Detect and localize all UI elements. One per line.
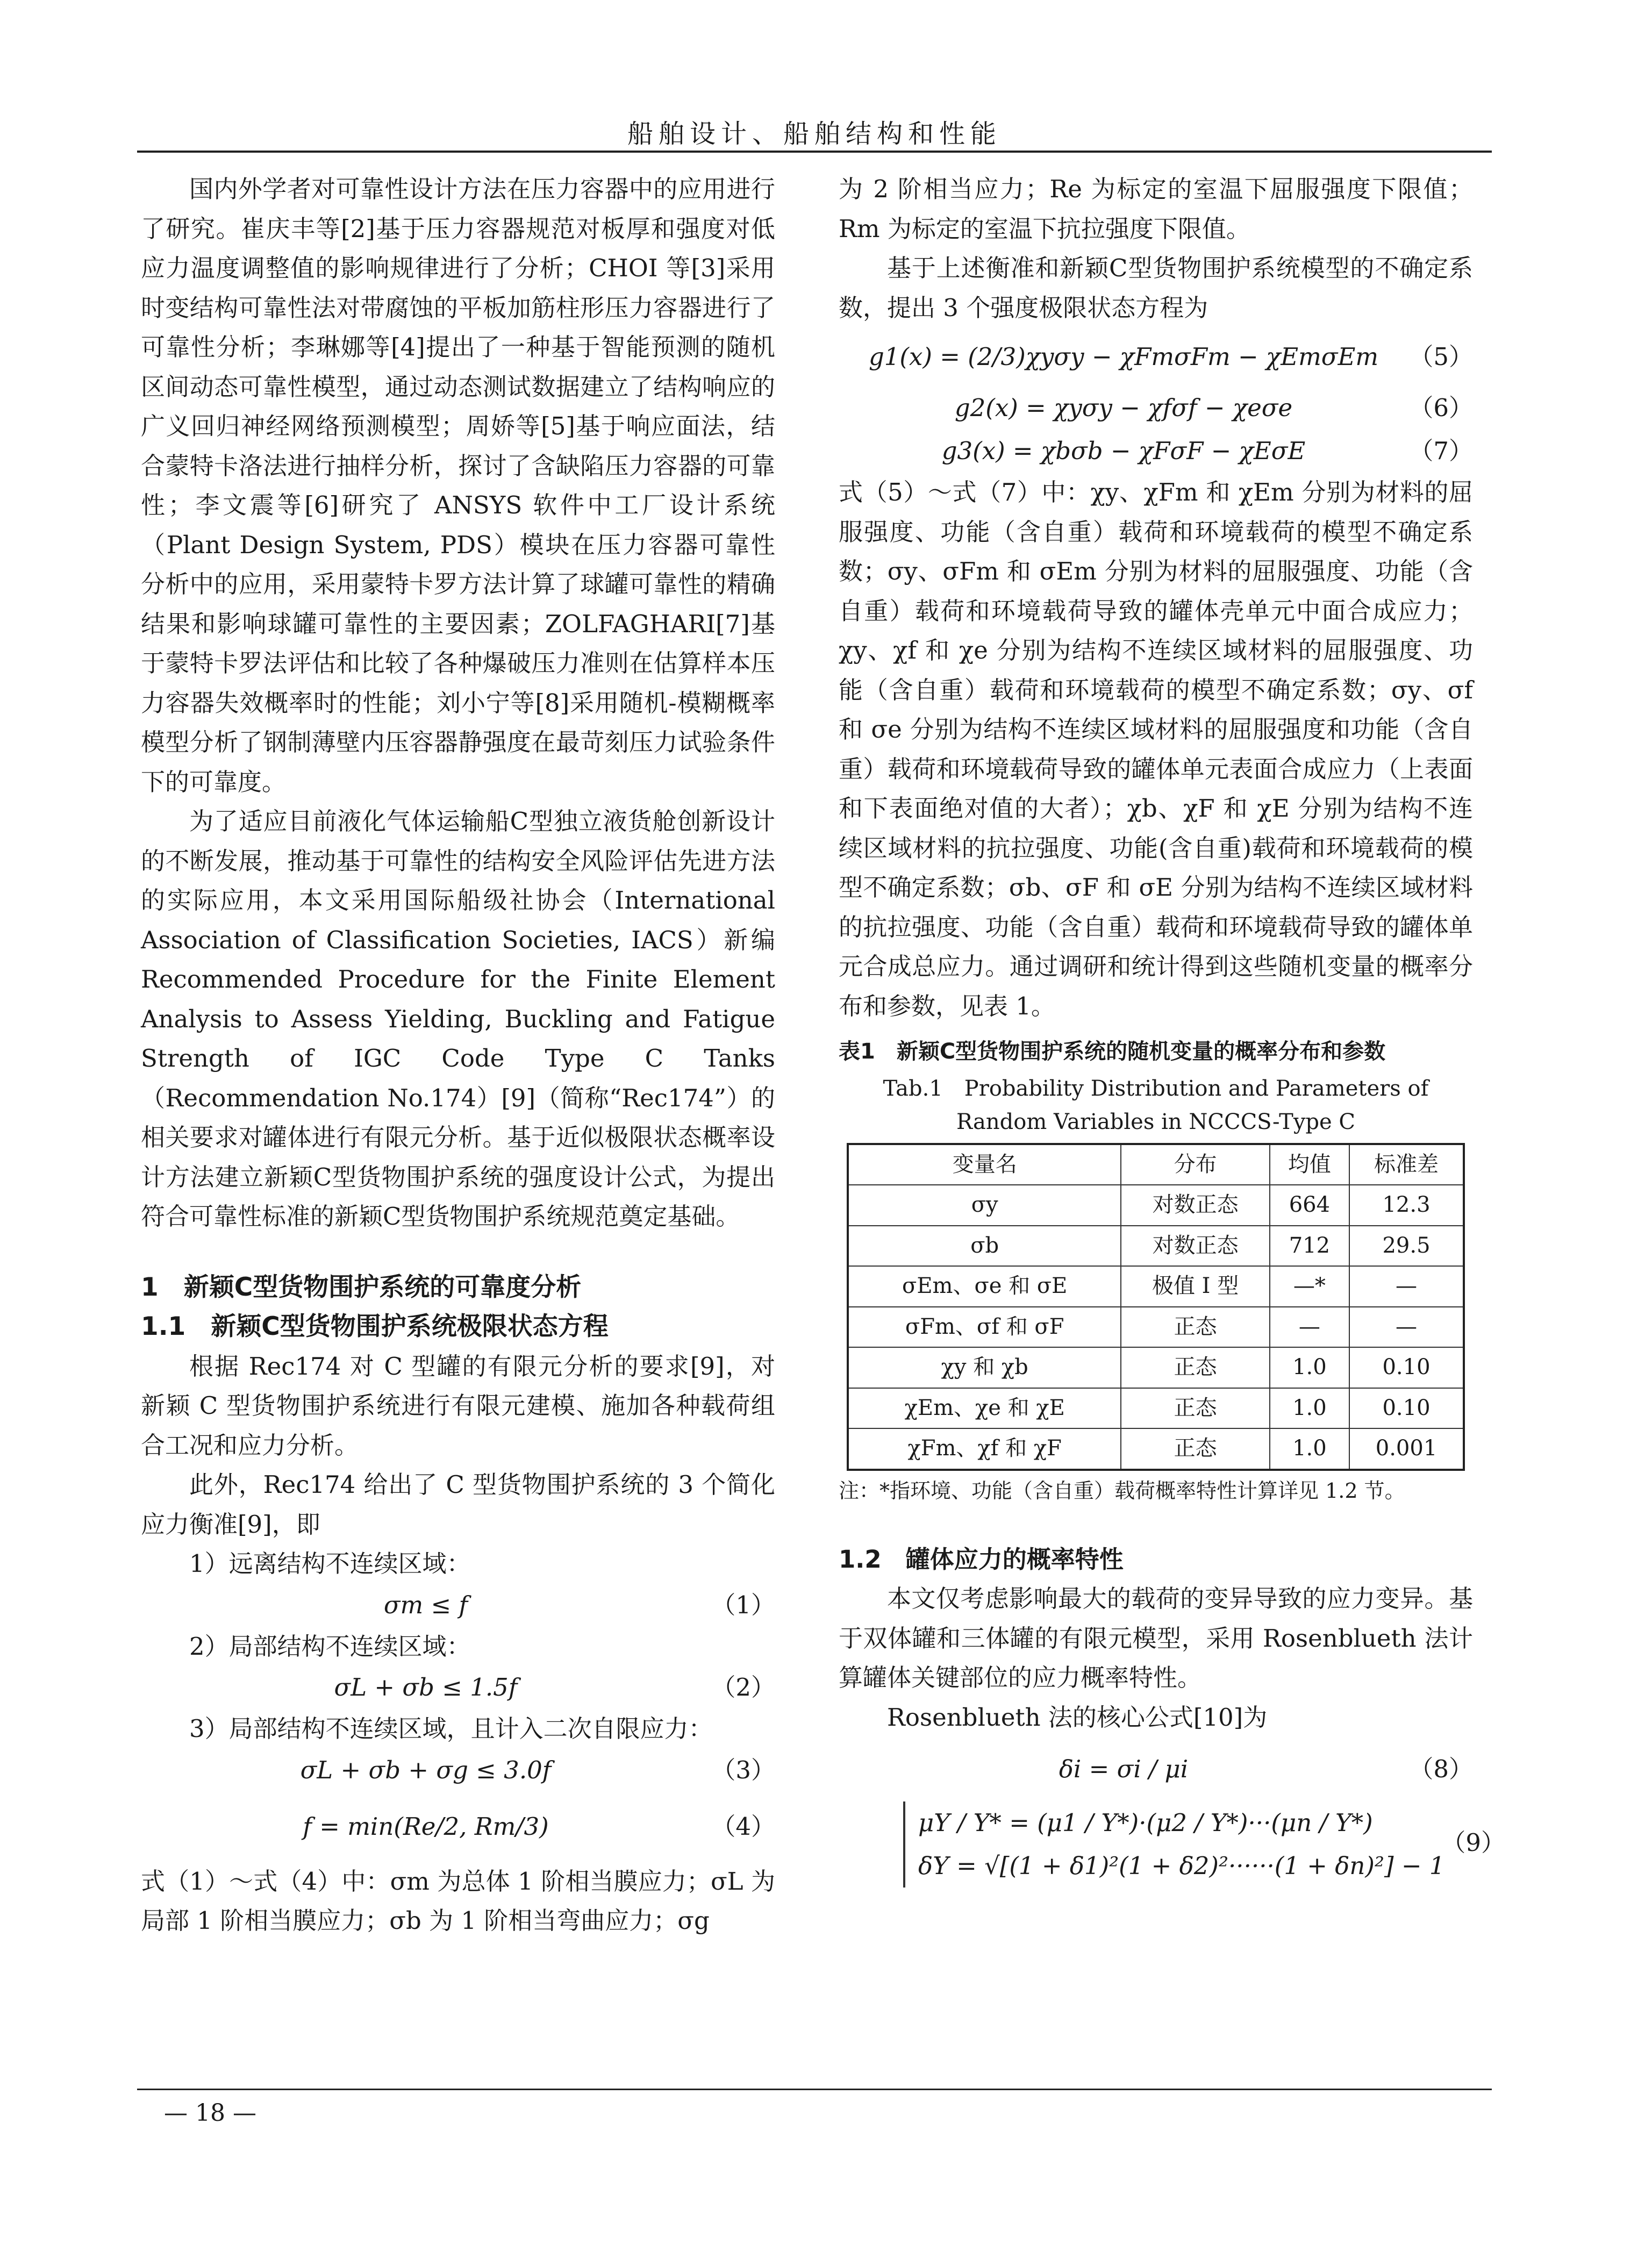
table-row	[848, 1347, 1464, 1388]
equation-9	[903, 1801, 1505, 1888]
table-cell: 664	[1270, 1185, 1349, 1226]
table-cell: σb	[848, 1226, 1121, 1267]
equation-expression: g3(x) = χbσb − χFσF − χEσE	[941, 437, 1306, 466]
equation-number: （7）	[1409, 437, 1473, 466]
table-cell: 极值 I 型	[1121, 1266, 1269, 1307]
page-number: — 18 —	[164, 2099, 256, 2127]
paragraph: 国内外学者对可靠性设计方法在压力容器中的应用进行了研究。崔庆丰等[2]基于压力容器规范对板厚和强度对低应力温度调整值的影响规律进行了分析；CHOI 等[3]采用时变结构可靠性法对带腐蚀的平板加筋柱形压力容器进行了可靠性分析；李琳娜等[4]提出了一种基于智能预测的随机区间动态可靠性模型，通过动态测试数据建立了结构响应的广义回归神经网络预测模型；周娇等[5]基于响应面法，结合蒙特卡洛法进行抽样分析，探讨了含缺陷压力容器的可靠性；李文震等[6]研究了 ANSYS 软件中工厂设计系统（Plant Design System, PDS）模块在压力容器可靠性分析中的应用，采用蒙特卡罗方法计算了球罐可靠性的精确结果和影响球罐可靠性的主要因素；ZOLFAGHARI[7]基于蒙特卡罗法评估和比较了各种爆破压力准则在估算样本压力容器失效概率时的性能；刘小宁等[8]采用随机-模糊概率模型分析了钢制薄壁内压容器静强度在最苛刻压力试验条件下的可靠度。	[141, 175, 775, 796]
table-caption-english: Random Variables in NCCCS-Type C	[956, 1109, 1356, 1134]
list-item: 2）局部结构不连续区域：	[189, 1632, 471, 1661]
equation-number: （8）	[1409, 1755, 1473, 1784]
table-cell: —	[1270, 1307, 1349, 1348]
table-cell: 1.0	[1270, 1428, 1349, 1470]
table-cell: 1.0	[1270, 1347, 1349, 1388]
table-row	[848, 1388, 1464, 1429]
table-cell: 正态	[1121, 1428, 1269, 1470]
table-cell: —*	[1270, 1266, 1349, 1307]
table-cell: 712	[1270, 1226, 1349, 1267]
column-header: 分布	[1121, 1144, 1269, 1185]
paragraph: Rosenblueth 法的核心公式[10]为	[887, 1703, 1268, 1732]
equation-1	[141, 1584, 775, 1627]
equation-number: （6）	[1409, 394, 1473, 423]
table-cell: χFm、χf 和 χF	[848, 1428, 1121, 1470]
column-header: 均值	[1270, 1144, 1349, 1185]
equation-line: δY = √[(1 + δ1)²(1 + δ2)²······(1 + δn)²] − 1	[918, 1851, 1445, 1880]
table-cell: σy	[848, 1185, 1121, 1226]
table-cell: —	[1349, 1266, 1464, 1307]
table-header-row	[848, 1144, 1464, 1185]
table-caption-english: Tab.1 Probability Distribution and Parameters of	[883, 1076, 1429, 1101]
paragraph: 根据 Rec174 对 C 型罐的有限元分析的要求[9]，对新颖 C 型货物围护系统进行有限元建模、施加各种载荷组合工况和应力分析。	[141, 1352, 775, 1460]
equation-expression: δi = σi / μi	[1059, 1755, 1189, 1784]
paragraph: 为 2 阶相当应力；Re 为标定的室温下屈服强度下限值；Rm 为标定的室温下抗拉强度下限值。	[839, 175, 1473, 243]
table-cell: 0.10	[1349, 1388, 1464, 1429]
equation-expression: g2(x) = χyσy − χfσf − χeσe	[954, 394, 1293, 423]
table-row	[848, 1266, 1464, 1307]
equation-expression: σL + σb ≤ 1.5f	[334, 1673, 518, 1702]
table-cell: 对数正态	[1121, 1185, 1269, 1226]
column-header: 标准差	[1349, 1144, 1464, 1185]
equation-number: （3）	[711, 1755, 775, 1784]
subsection-heading: 1.1 新颖C型货物围护系统极限状态方程	[141, 1312, 609, 1341]
equation-2	[141, 1666, 775, 1709]
table-note: 注：*指环境、功能（含自重）载荷概率特性计算详见 1.2 节。	[839, 1478, 1405, 1503]
equation-expression: f = min(Re/2, Rm/3)	[303, 1812, 549, 1841]
section-heading: 1 新颖C型货物围护系统的可靠度分析	[141, 1272, 582, 1302]
table-row	[848, 1226, 1464, 1267]
list-item: 3）局部结构不连续区域，且计入二次自限应力：	[189, 1714, 713, 1743]
table-cell: —	[1349, 1307, 1464, 1348]
equation-expression: σL + σb + σg ≤ 3.0f	[300, 1755, 552, 1784]
equation-5	[839, 327, 1473, 387]
equation-number: （4）	[711, 1812, 775, 1841]
table-cell: 正态	[1121, 1388, 1269, 1429]
table-row	[848, 1307, 1464, 1348]
right-column	[839, 169, 1505, 1888]
running-header: 船舶设计、船舶结构和性能	[627, 119, 1002, 149]
equation-number: （9）	[1441, 1828, 1505, 1857]
paragraph: 基于上述衡准和新颖C型货物围护系统模型的不确定系数，提出 3 个强度极限状态方程为	[839, 254, 1473, 322]
table-caption: 表1 新颖C型货物围护系统的随机变量的概率分布和参数	[839, 1039, 1386, 1064]
random-variables-table	[847, 1143, 1465, 1471]
paragraph: 式（5）～式（7）中：χy、χFm 和 χEm 分别为材料的屈服强度、功能（含自重）载荷和环境载荷的模型不确定系数；σy、σFm 和 σEm 分别为材料的屈服强度、功能（含自重）载荷和环境载荷导致的罐体壳单元中面合成应力；χy、χf 和 χe 分别为结构不连续区域材料的屈服强度、功能（含自重）载荷和环境载荷的模型不确定系数；σy、σf 和 σe 分别为结构不连续区域材料的屈服强度和功能（含自重）载荷和环境载荷导致的罐体单元表面合成应力（上表面和下表面绝对值的大者）；χb、χF 和 χE 分别为结构不连续区域材料的抗拉强度、功能(含自重)载荷和环境载荷的模型不确定系数；σb、σF 和 σE 分别为结构不连续区域材料的抗拉强度、功能（含自重）载荷和环境载荷导致的罐体单元合成总应力。通过调研和统计得到这些随机变量的概率分布和参数，见表 1。	[839, 478, 1473, 1020]
footer-rule	[137, 2089, 1492, 2090]
paragraph: 为了适应目前液化气体运输船C型独立液货舱创新设计的不断发展，推动基于可靠性的结构安全风险评估先进方法的实际应用，本文采用国际船级社协会（International Association of Classification Societies, IACS）新编 Recommended Procedure for the Finite Element Analysis to Assess Yielding, Buckling and Fatigue Strength of IGC Code Type C Tanks（Recommendation No.174）[9]（简称“Rec174”）的相关要求对罐体进行有限元分析。基于近似极限状态概率设计方法建立新颖C型货物围护系统的强度设计公式，为提出符合可靠性标准的新颖C型货物围护系统规范奠定基础。	[141, 807, 775, 1231]
equation-expression: g1(x) = (2/3)χyσy − χFmσFm − χEmσEm	[868, 342, 1379, 371]
table-cell: 1.0	[1270, 1388, 1349, 1429]
equation-8	[839, 1737, 1473, 1801]
equation-expression: σm ≤ f	[383, 1590, 468, 1619]
table-row	[848, 1428, 1464, 1470]
paragraph: 此外，Rec174 给出了 C 型货物围护系统的 3 个简化应力衡准[9]，即	[141, 1470, 775, 1539]
header-rule	[137, 151, 1492, 153]
subsection-heading: 1.2 罐体应力的概率特性	[839, 1545, 1124, 1574]
equation-number: （2）	[711, 1673, 775, 1702]
table-cell: 对数正态	[1121, 1226, 1269, 1267]
table-cell: χEm、χe 和 χE	[848, 1388, 1121, 1429]
table-cell: σEm、σe 和 σE	[848, 1266, 1121, 1307]
equation-3	[141, 1749, 775, 1792]
equation-number: （5）	[1409, 342, 1473, 371]
column-header: 变量名	[848, 1144, 1121, 1185]
table-cell: 0.001	[1349, 1428, 1464, 1470]
equation-line: μY / Y* = (μ1 / Y*)·(μ2 / Y*)···(μn / Y*)	[918, 1808, 1373, 1837]
table-cell: σFm、σf 和 σF	[848, 1307, 1121, 1348]
table-row	[848, 1185, 1464, 1226]
table-cell: 29.5	[1349, 1226, 1464, 1267]
equation-6	[839, 387, 1473, 430]
table-cell: 正态	[1121, 1307, 1269, 1348]
list-item: 1）远离结构不连续区域：	[189, 1549, 471, 1578]
table-cell: χy 和 χb	[848, 1347, 1121, 1388]
equation-7	[839, 430, 1473, 473]
equation-number: （1）	[711, 1590, 775, 1619]
table-cell: 12.3	[1349, 1185, 1464, 1226]
paragraph: 式（1）～式（4）中：σm 为总体 1 阶相当膜应力；σL 为局部 1 阶相当膜应力；σb 为 1 阶相当弯曲应力；σg	[141, 1867, 775, 1935]
table-cell: 0.10	[1349, 1347, 1464, 1388]
left-column	[141, 169, 775, 1941]
equation-4	[141, 1792, 775, 1862]
paragraph: 本文仅考虑影响最大的载荷的变异导致的应力变异。基于双体罐和三体罐的有限元模型，采用 Rosenblueth 法计算罐体关键部位的应力概率特性。	[839, 1584, 1473, 1692]
table-cell: 正态	[1121, 1347, 1269, 1388]
